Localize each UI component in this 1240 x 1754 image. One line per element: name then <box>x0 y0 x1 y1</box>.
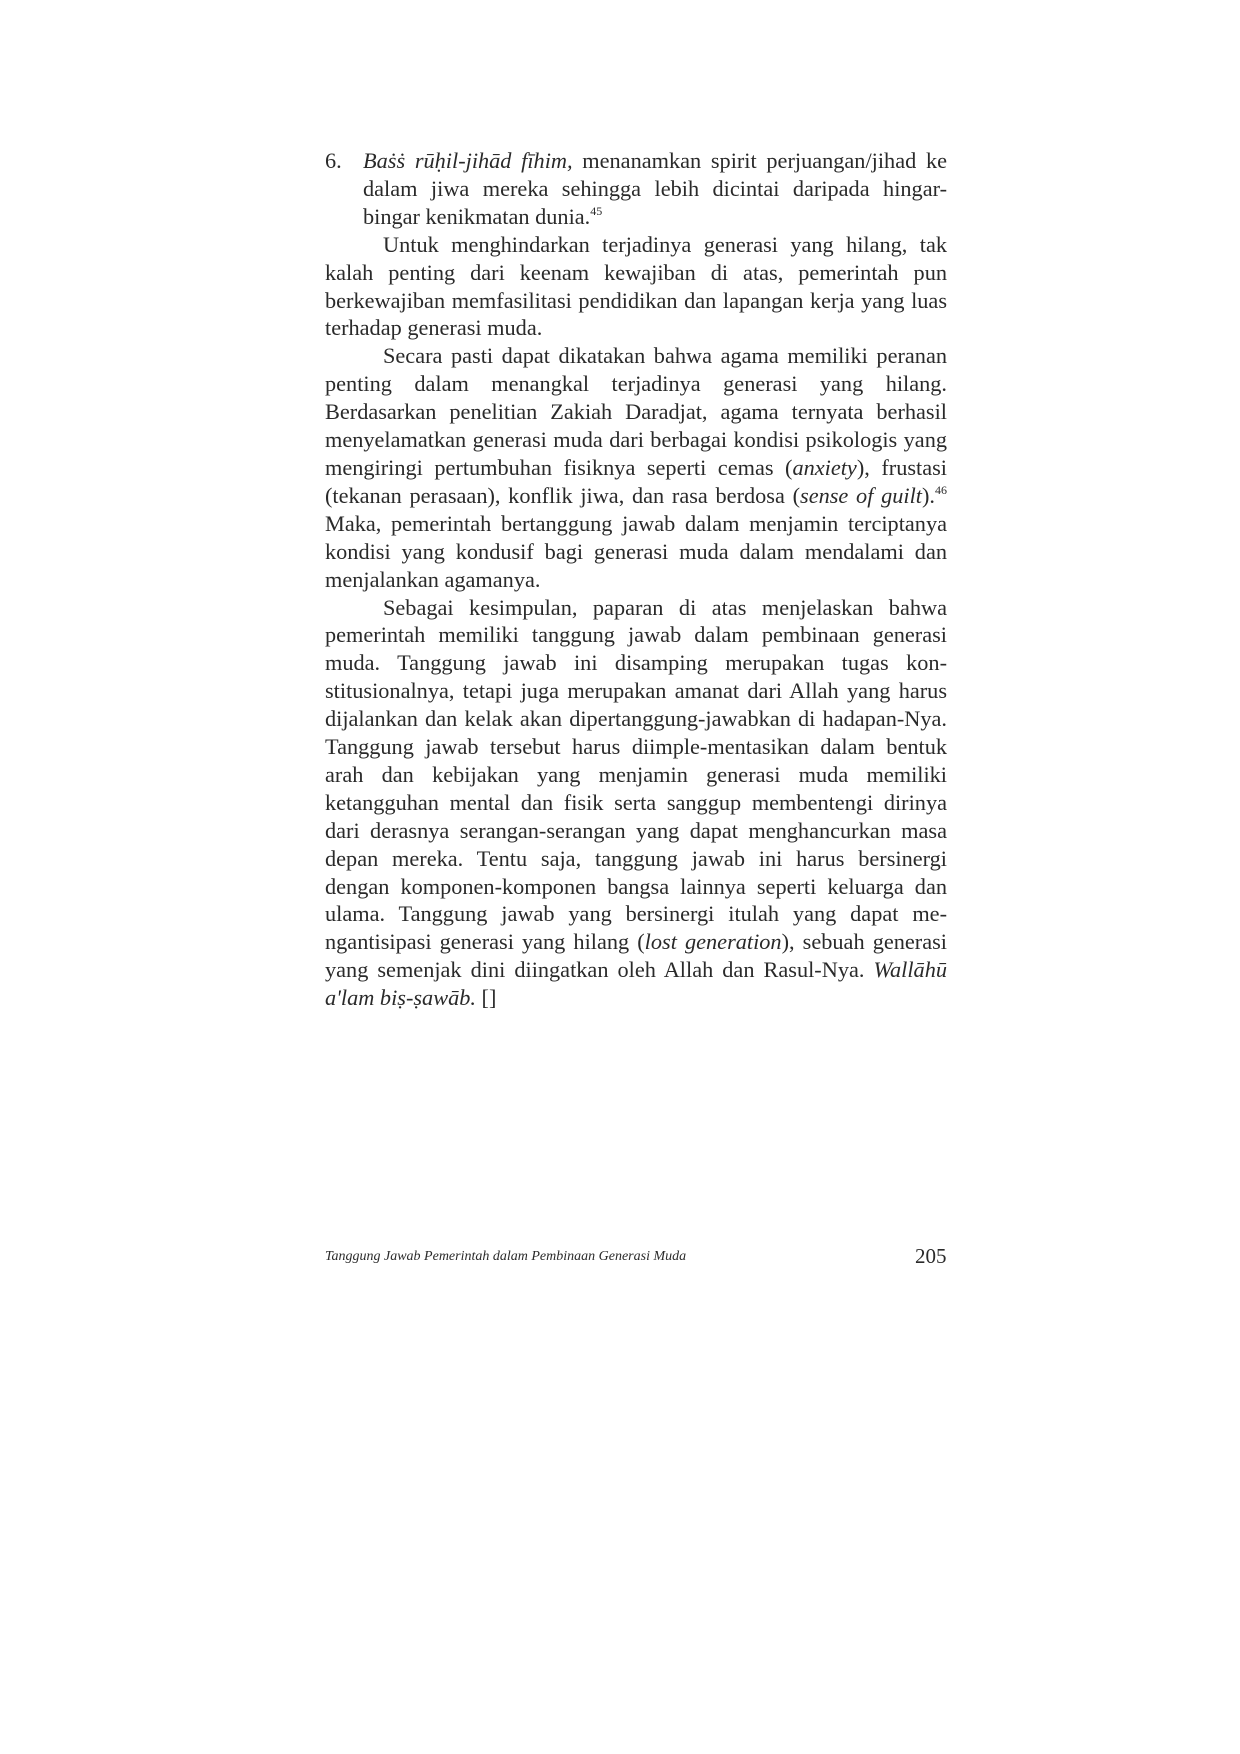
list-item-6 <box>325 147 947 231</box>
paragraph-3-text-b: ), sebuah generasi yang semenjak dini diingatkan oleh Allah dan Rasul-Nya. <box>325 929 947 983</box>
paragraph-3-text-a: Sebagai kesimpulan, paparan di atas menjelaskan bahwa pemerintah memiliki tanggung jawab dalam pembinaan generasi muda. Tanggung jawab ini disamping merupakan tugas kon-stitusionalnya, tetapi juga merupakan amanat dari Allah yang harus dijalankan dan kelak akan dipertanggung-jawabkan di hadapan-Nya. Tanggung jawab tersebut harus diimple-mentasikan dalam bentuk arah dan kebijakan yang menjamin generasi muda memiliki ketangguhan mental dan fisik serta sanggup membentengi dirinya dari derasnya serangan-serangan yang dapat menghancurkan masa depan mereka. Tentu saja, tanggung jawab ini harus bersinergi dengan komponen-komponen bangsa lainnya seperti keluarga dan ulama. Tanggung jawab yang bersinergi itulah yang dapat me-ngantisipasi generasi yang hilang ( <box>325 594 947 955</box>
paragraph-2-text-b: ), frustasi (tekanan perasaan), konflik jiwa, dan rasa berdosa ( <box>325 454 947 508</box>
page-number: 205 <box>915 1244 947 1268</box>
italic-anxiety: anxiety <box>792 454 857 480</box>
footnote-ref-46: 46 <box>935 482 947 497</box>
paragraph-2-text-c: ). <box>922 482 935 508</box>
arabic-term: Baṡṡ rūḥil-jihād fīhim, <box>363 148 573 173</box>
paragraph-2-text-d: Maka, pemerintah bertanggung jawab dalam menjamin terciptanya kondisi yang kondusif bagi generasi muda dalam mendalami dan menjalankan agamanya. <box>325 510 947 592</box>
italic-closing-phrase: Wallāhū a'lam biṣ-ṣawāb. <box>325 957 947 1011</box>
paragraph-2-text-a: Secara pasti dapat dikatakan bahwa agama memiliki peranan penting dalam menangkal terjadinya generasi yang hilang. Berdasarkan penelitian Zakiah Daradjat, agama ternyata berhasil menyelamatkan generasi muda dari berbagai kondisi psikologis yang mengiringi pertumbuhan fisiknya seperti cemas ( <box>325 343 947 480</box>
footnote-ref-45: 45 <box>590 203 603 218</box>
italic-lost-generation: lost generation <box>644 929 782 955</box>
italic-sense-of-guilt: sense of guilt <box>800 482 922 508</box>
paragraph-3-text-c: [] <box>475 985 497 1011</box>
paragraph-2 <box>325 342 947 593</box>
list-number: 6. <box>325 148 342 173</box>
body-text <box>325 147 947 1012</box>
paragraph-3 <box>325 594 947 1013</box>
paragraph-1 <box>325 231 947 343</box>
list-item-text: menanamkan spirit perjuangan/jihad ke dalam jiwa mereka sehingga lebih dicintai daripada hingar-bingar kenikmatan dunia. <box>363 148 947 229</box>
running-footer-title: Tanggung Jawab Pemerintah dalam Pembinaan Generasi Muda <box>325 1249 687 1264</box>
paragraph-1-text: Untuk menghindarkan terjadinya generasi yang hilang, tak kalah penting dari keenam kewajiban di atas, pemerintah pun berkewajiban memfasilitasi pendidikan dan lapangan kerja yang luas terhadap generasi muda. <box>325 231 947 341</box>
